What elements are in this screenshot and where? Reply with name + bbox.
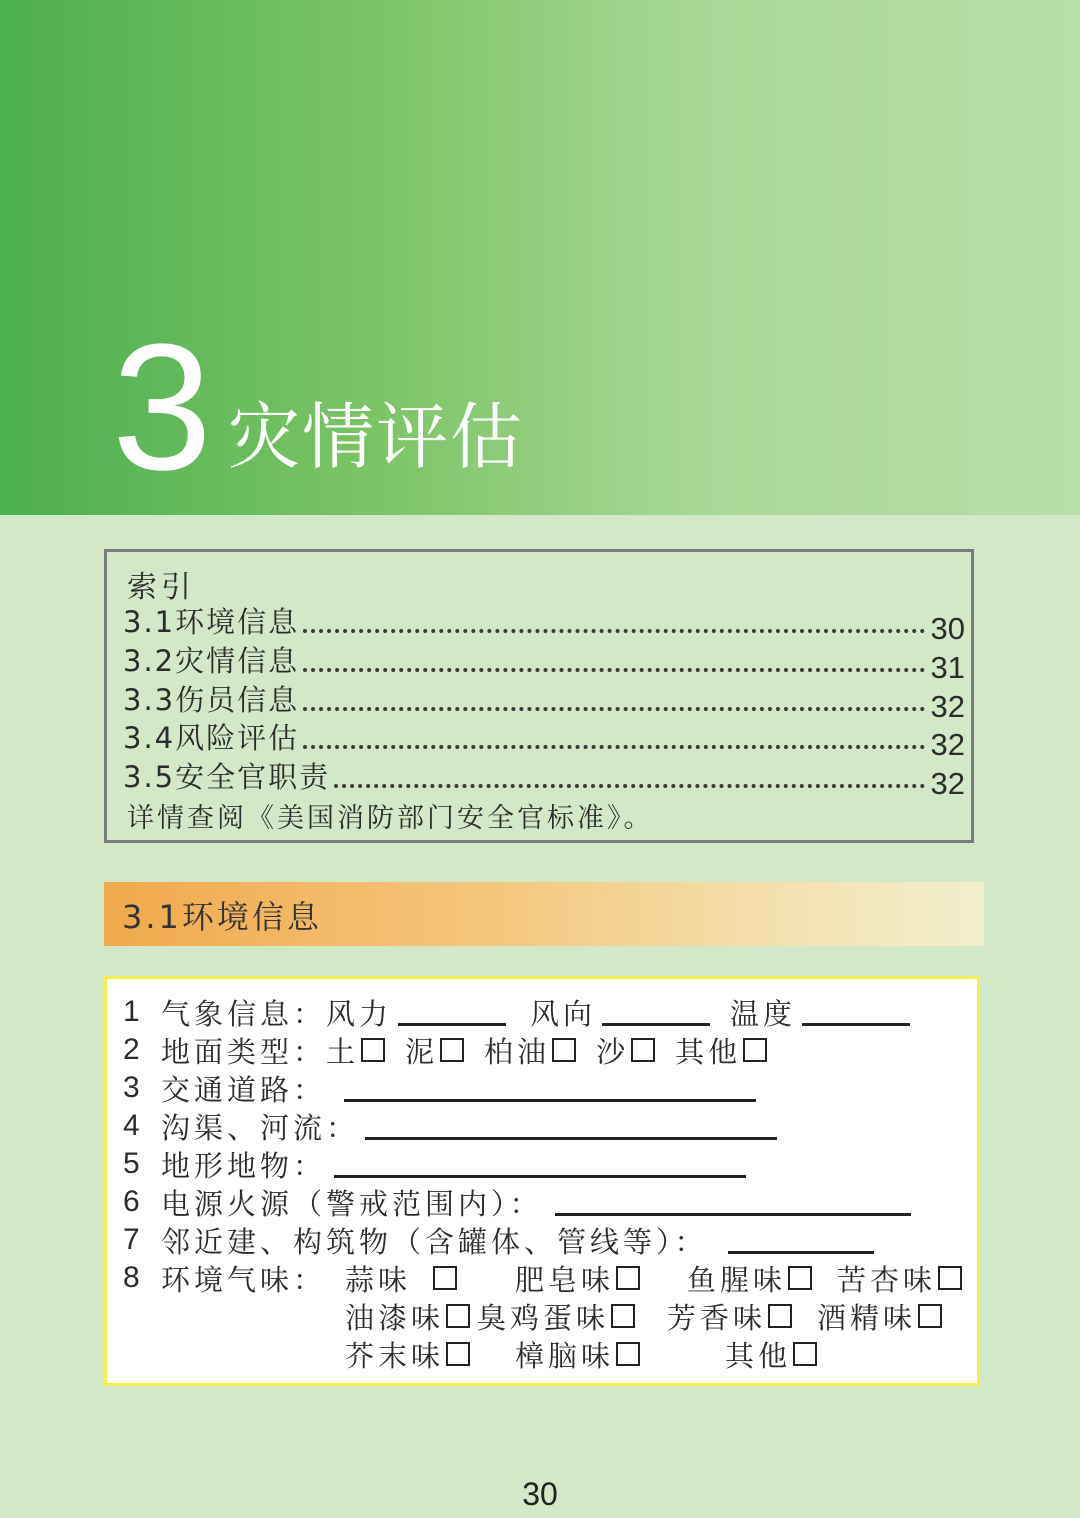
checkbox[interactable] (631, 1038, 655, 1062)
option-label: 土 (326, 1034, 360, 1069)
toc-leader (303, 707, 924, 711)
checkbox[interactable] (793, 1342, 817, 1366)
odor-option[interactable] (667, 1296, 799, 1337)
toc-entry-label: 3.2灾情信息 (123, 644, 300, 678)
item-number: 8 (123, 1261, 140, 1294)
option-label: 泥 (405, 1034, 439, 1069)
item-number: 4 (123, 1109, 140, 1142)
item-number: 7 (123, 1223, 140, 1256)
checkbox[interactable] (361, 1038, 385, 1062)
odor-option[interactable] (725, 1334, 819, 1375)
form-item-rivers (123, 1107, 783, 1145)
odor-options-row (345, 1259, 964, 1297)
odor-option[interactable] (345, 1334, 477, 1375)
item-label: 气象信息： (161, 996, 327, 1031)
toc-entry-page: 32 (930, 689, 965, 724)
option-label: 芳香味 (667, 1300, 767, 1335)
toc-entry[interactable] (123, 642, 965, 685)
toc-entry-label: 3.5安全官职责 (123, 760, 331, 794)
item-number: 2 (123, 1033, 140, 1066)
checkbox[interactable] (918, 1304, 942, 1328)
option-label: 柏油 (484, 1034, 551, 1069)
checkbox[interactable] (433, 1266, 457, 1290)
toc-entry-page: 30 (930, 611, 965, 646)
checkbox[interactable] (440, 1038, 464, 1062)
chapter-title: 灾情评估 (228, 395, 525, 479)
option-label: 芥末味 (345, 1338, 445, 1373)
ground-option[interactable] (675, 1030, 769, 1071)
section-title: 3.1环境信息 (122, 898, 322, 936)
checkbox[interactable] (768, 1304, 792, 1328)
form-item-ground-type (123, 1031, 769, 1069)
toc-entry-label: 3.1环境信息 (123, 605, 300, 639)
checkbox[interactable] (446, 1342, 470, 1366)
item-label: 邻近建、构筑物（含罐体、管线等）： (161, 1224, 708, 1259)
odor-option[interactable] (687, 1258, 819, 1299)
section-header (104, 882, 984, 946)
odor-option[interactable] (515, 1334, 669, 1375)
temperature-field[interactable] (802, 999, 910, 1026)
option-label: 其他 (675, 1034, 742, 1069)
environment-form (104, 976, 980, 1386)
page-number: 30 (522, 1476, 558, 1512)
toc-entry-label: 3.3伤员信息 (123, 683, 300, 717)
odor-options-row (345, 1297, 944, 1335)
form-item-power-fire-sources (123, 1183, 917, 1221)
roads-field[interactable] (344, 1075, 756, 1102)
checkbox[interactable] (552, 1038, 576, 1062)
toc-entry-label: 3.4风险评估 (123, 721, 300, 755)
chapter-number: 3 (112, 307, 213, 508)
field-label: 风力 (326, 996, 393, 1031)
odor-option[interactable] (477, 1296, 647, 1337)
toc-leader (303, 668, 924, 672)
form-item-nearby-structures (123, 1221, 880, 1259)
rivers-field[interactable] (365, 1113, 777, 1140)
toc-entry[interactable] (123, 758, 965, 801)
ground-option[interactable] (326, 1030, 387, 1071)
item-label: 地面类型： (161, 1034, 327, 1069)
index-heading: 索引 (127, 570, 195, 605)
chapter-header (0, 0, 1080, 515)
toc-leader (303, 629, 924, 633)
option-label: 油漆味 (345, 1300, 445, 1335)
form-item-odor (123, 1259, 326, 1297)
ground-option[interactable] (596, 1030, 657, 1071)
option-label: 臭鸡蛋味 (477, 1300, 610, 1335)
option-label: 樟脑味 (515, 1338, 615, 1373)
toc-entry-page: 31 (930, 650, 965, 685)
power-fire-sources-field[interactable] (555, 1189, 911, 1216)
toc-entry[interactable] (123, 681, 965, 724)
toc-entry[interactable] (123, 719, 965, 762)
option-label: 苦杏味 (837, 1262, 937, 1297)
checkbox[interactable] (616, 1266, 640, 1290)
option-label: 鱼腥味 (687, 1262, 787, 1297)
ground-option[interactable] (484, 1030, 578, 1071)
item-number: 6 (123, 1185, 140, 1218)
odor-option[interactable] (837, 1258, 964, 1299)
toc-entry[interactable] (123, 603, 965, 646)
option-label: 酒精味 (817, 1300, 917, 1335)
item-label: 地形地物： (161, 1148, 327, 1183)
nearby-structures-field[interactable] (728, 1227, 874, 1254)
odor-option[interactable] (345, 1296, 477, 1337)
checkbox[interactable] (788, 1266, 812, 1290)
checkbox[interactable] (611, 1304, 635, 1328)
toc-entry-page: 32 (930, 766, 965, 801)
checkbox[interactable] (938, 1266, 962, 1290)
item-number: 5 (123, 1147, 140, 1180)
odor-option[interactable] (515, 1258, 669, 1299)
field-label: 温度 (730, 996, 797, 1031)
field-label: 风向 (530, 996, 597, 1031)
item-label: 交通道路： (161, 1072, 327, 1107)
index-note: 详情查阅《美国消防部门安全官标准》。 (127, 803, 654, 834)
checkbox[interactable] (743, 1038, 767, 1062)
odor-options-row (345, 1335, 819, 1373)
item-label: 沟渠、河流： (161, 1110, 360, 1145)
option-label: 蒜味 (345, 1262, 412, 1297)
form-item-roads (123, 1069, 762, 1107)
item-number: 1 (123, 995, 140, 1028)
option-label: 肥皂味 (515, 1262, 615, 1297)
odor-option[interactable] (345, 1258, 477, 1299)
option-label: 沙 (596, 1034, 630, 1069)
index-box (104, 549, 974, 843)
ground-option[interactable] (405, 1030, 466, 1071)
checkbox[interactable] (616, 1342, 640, 1366)
option-label: 其他 (725, 1338, 792, 1373)
terrain-field[interactable] (334, 1151, 746, 1178)
checkbox[interactable] (446, 1304, 470, 1328)
form-item-weather (123, 993, 916, 1031)
toc-leader (303, 745, 924, 749)
item-label: 环境气味： (161, 1262, 327, 1297)
toc-entry-page: 32 (930, 727, 965, 762)
form-item-terrain (123, 1145, 752, 1183)
toc-leader (334, 784, 924, 788)
wind-direction-field[interactable] (602, 999, 710, 1026)
item-number: 3 (123, 1071, 140, 1104)
wind-force-field[interactable] (398, 999, 506, 1026)
item-label: 电源火源（警戒范围内）： (161, 1186, 543, 1221)
odor-option[interactable] (817, 1296, 944, 1337)
